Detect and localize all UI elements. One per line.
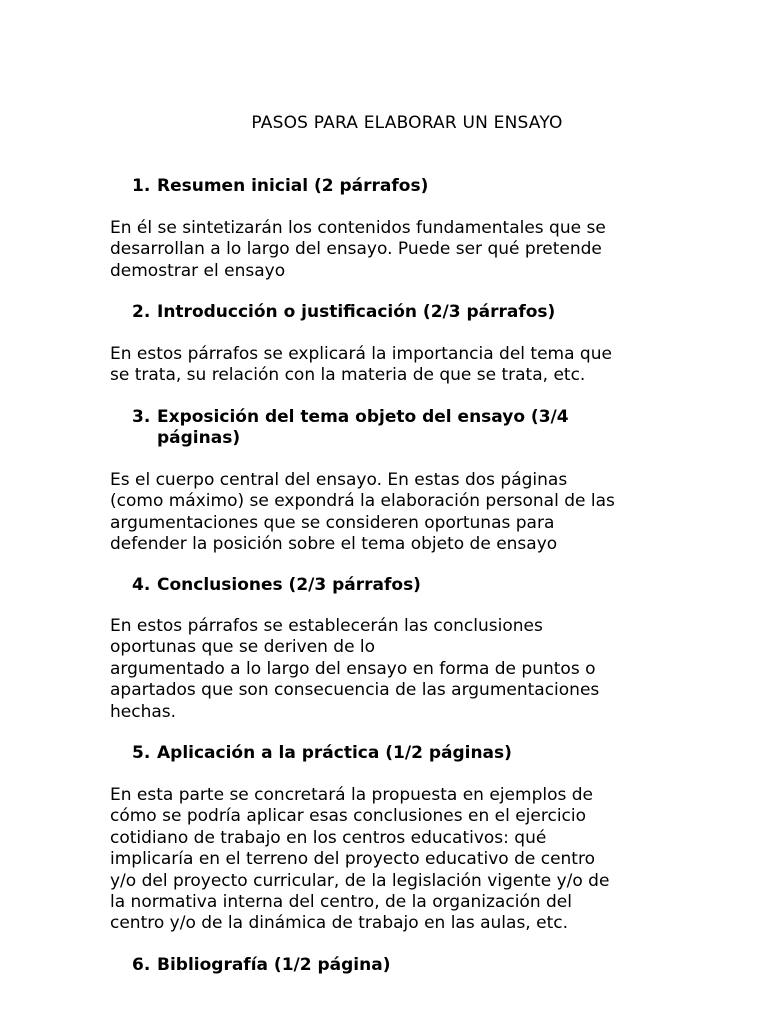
section-heading-3 — [132, 407, 592, 449]
section-number: 5. — [132, 743, 151, 763]
section-heading-4 — [132, 575, 692, 596]
section-body-1: En él se sintetizarán los contenidos fundamentales que se desarrollan a lo largo del ensayo. Puede ser qué pretende demostrar el ensayo — [110, 218, 606, 281]
section-number: 1. — [132, 176, 151, 196]
section-body-5: En esta parte se concretará la propuesta en ejemplos de cómo se podría aplicar esas conclusiones en el ejercicio cotidiano de trabajo en los centros educativos: qué implicaría en el terreno del proyecto educativo de centro y/o del proyecto curricular, de la legislación vigente y/o de la normativa interna del centro, de la organización del centro y/o de la dinámica de trabajo en las aulas, etc. — [110, 785, 610, 934]
section-body-4: En estos párrafos se establecerán las conclusiones oportunas que se deriven de lo argumentado a lo largo del ensayo en forma de puntos o apartados que son consecuencia de las argumentaciones hechas. — [110, 616, 600, 722]
section-heading-5 — [132, 743, 692, 764]
section-number: 3. — [132, 407, 151, 427]
section-heading-text: Resumen inicial (2 párrafos) — [157, 176, 429, 196]
section-heading-1 — [132, 176, 692, 197]
page-title: PASOS PARA ELABORAR UN ENSAYO — [251, 113, 563, 133]
section-heading-text: Introducción o justificación (2/3 párrafos) — [157, 302, 556, 322]
section-heading-text: Aplicación a la práctica (1/2 páginas) — [157, 743, 512, 763]
section-body-2: En estos párrafos se explicará la importancia del tema que se trata, su relación con la materia de que se trata, etc. — [110, 344, 612, 386]
section-heading-2 — [132, 302, 692, 323]
section-heading-text: Bibliografía (1/2 página) — [157, 955, 391, 975]
section-number: 2. — [132, 302, 151, 322]
section-number: 4. — [132, 575, 151, 595]
section-heading-text: Exposición del tema objeto del ensayo (3/4 páginas) — [157, 407, 569, 448]
section-number: 6. — [132, 955, 151, 975]
section-body-3: Es el cuerpo central del ensayo. En estas dos páginas (como máximo) se expondrá la elaboración personal de las argumentaciones que se consideren oportunas para defender la posición sobre el tema objeto de ensayo — [110, 470, 615, 555]
section-heading-text: Conclusiones (2/3 párrafos) — [157, 575, 421, 595]
section-heading-6 — [132, 955, 692, 976]
